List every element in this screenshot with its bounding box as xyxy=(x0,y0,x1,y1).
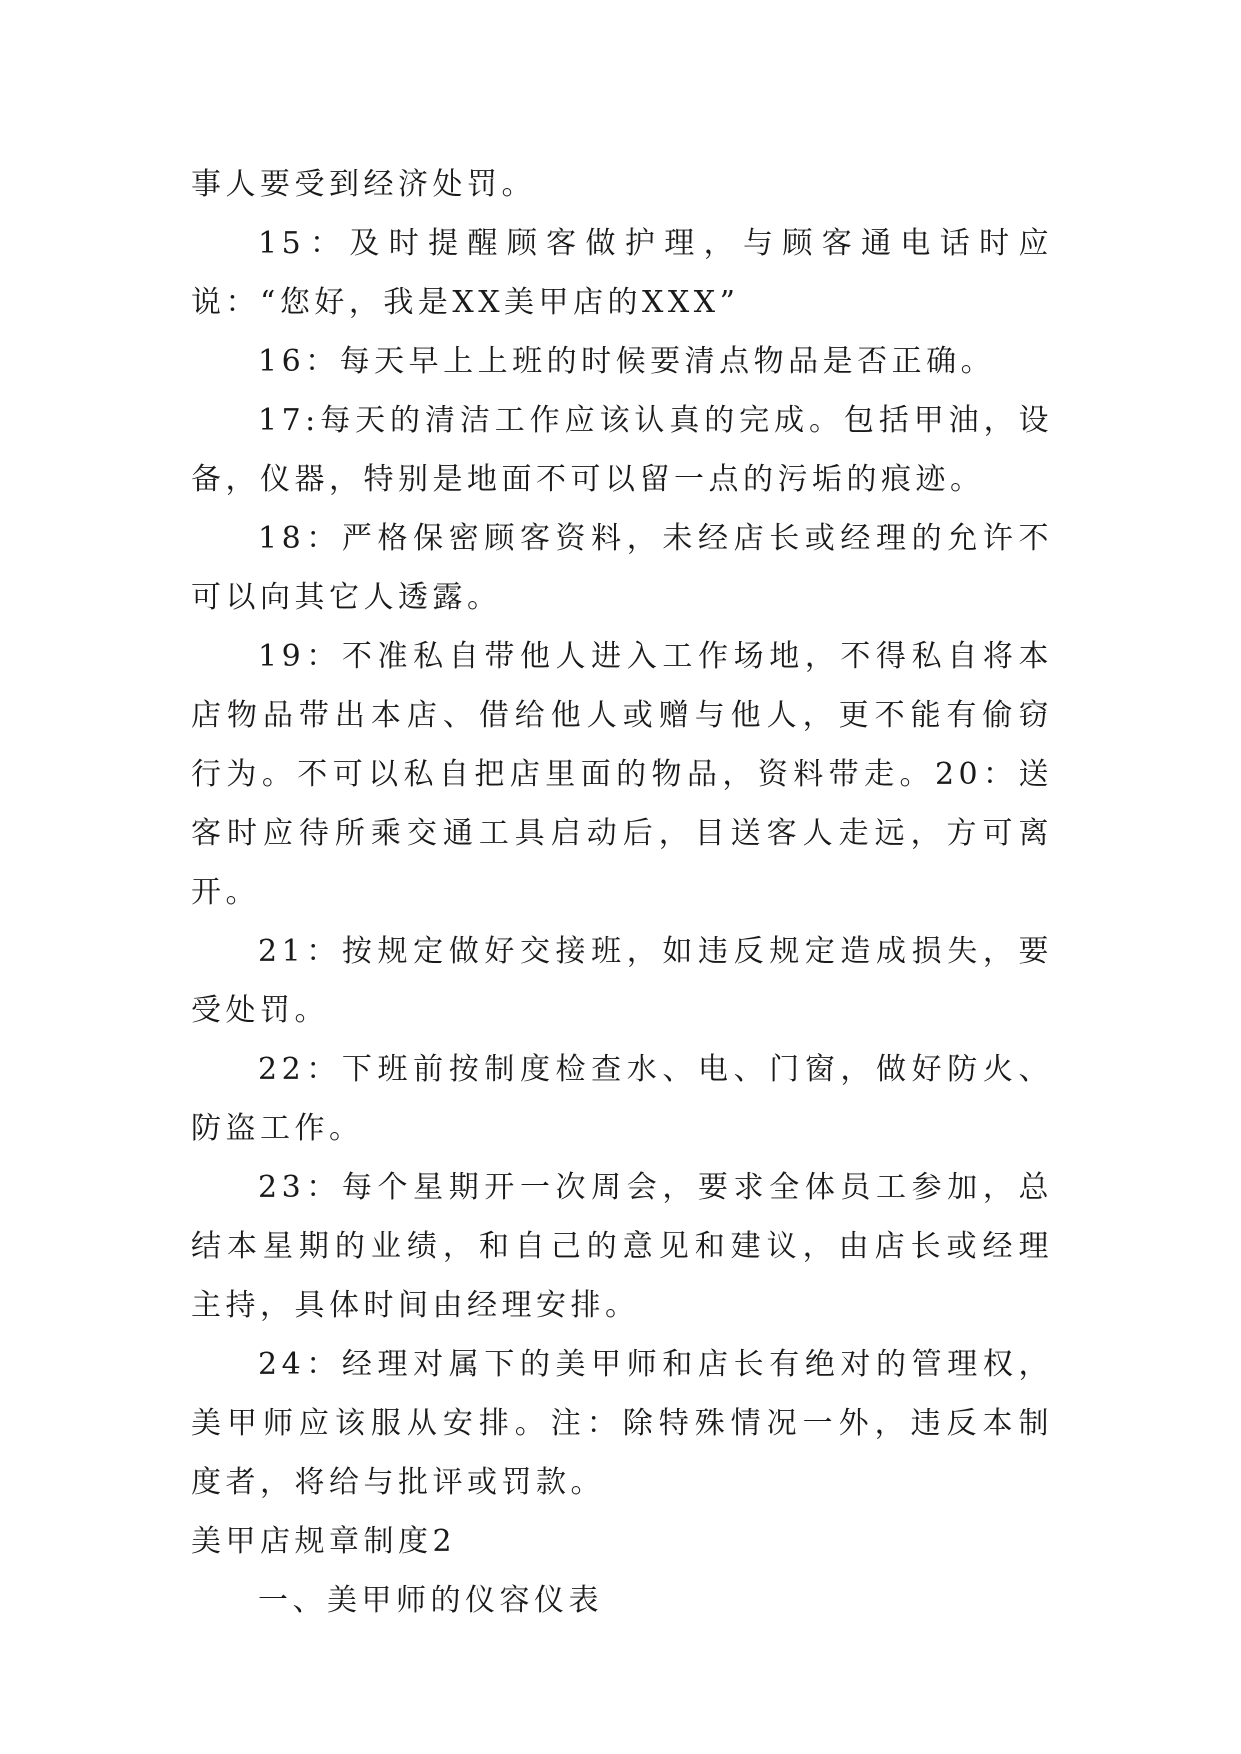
rule-15: 15：及时提醒顾客做护理，与顾客通电话时应说：“您好，我是XX美甲店的XXX” xyxy=(191,226,1053,320)
rule-19-20: 19：不准私自带他人进入工作场地，不得私自将本店物品带出本店、借给他人或赠与他人，更不能有偷窃行为。不可以私自把店里面的物品，资料带走。20：送客时应待所乘交通工具启动后，目送客人走远，方可离开。 xyxy=(191,639,1053,910)
rule-22: 22：下班前按制度检查水、电、门窗，做好防火、防盗工作。 xyxy=(191,1052,1053,1146)
paragraph-continuation: 事人要受到经济处罚。 xyxy=(191,167,536,202)
document-body xyxy=(191,155,1053,1630)
subsection-heading: 一、美甲师的仪容仪表 xyxy=(258,1583,603,1618)
rule-17: 17:每天的清洁工作应该认真的完成。包括甲油，设备，仪器，特别是地面不可以留一点的污垢的痕迹。 xyxy=(191,403,1053,497)
section-title: 美甲店规章制度2 xyxy=(191,1524,457,1559)
rule-24: 24：经理对属下的美甲师和店长有绝对的管理权，美甲师应该服从安排。注：除特殊情况一外，违反本制度者，将给与批评或罚款。 xyxy=(191,1347,1053,1500)
rule-21: 21：按规定做好交接班，如违反规定造成损失，要受处罚。 xyxy=(191,934,1053,1028)
rule-18: 18：严格保密顾客资料，未经店长或经理的允许不可以向其它人透露。 xyxy=(191,521,1053,615)
rule-16: 16：每天早上上班的时候要清点物品是否正确。 xyxy=(258,344,996,379)
rule-23: 23：每个星期开一次周会，要求全体员工参加，总结本星期的业绩，和自己的意见和建议，由店长或经理主持，具体时间由经理安排。 xyxy=(191,1170,1053,1323)
